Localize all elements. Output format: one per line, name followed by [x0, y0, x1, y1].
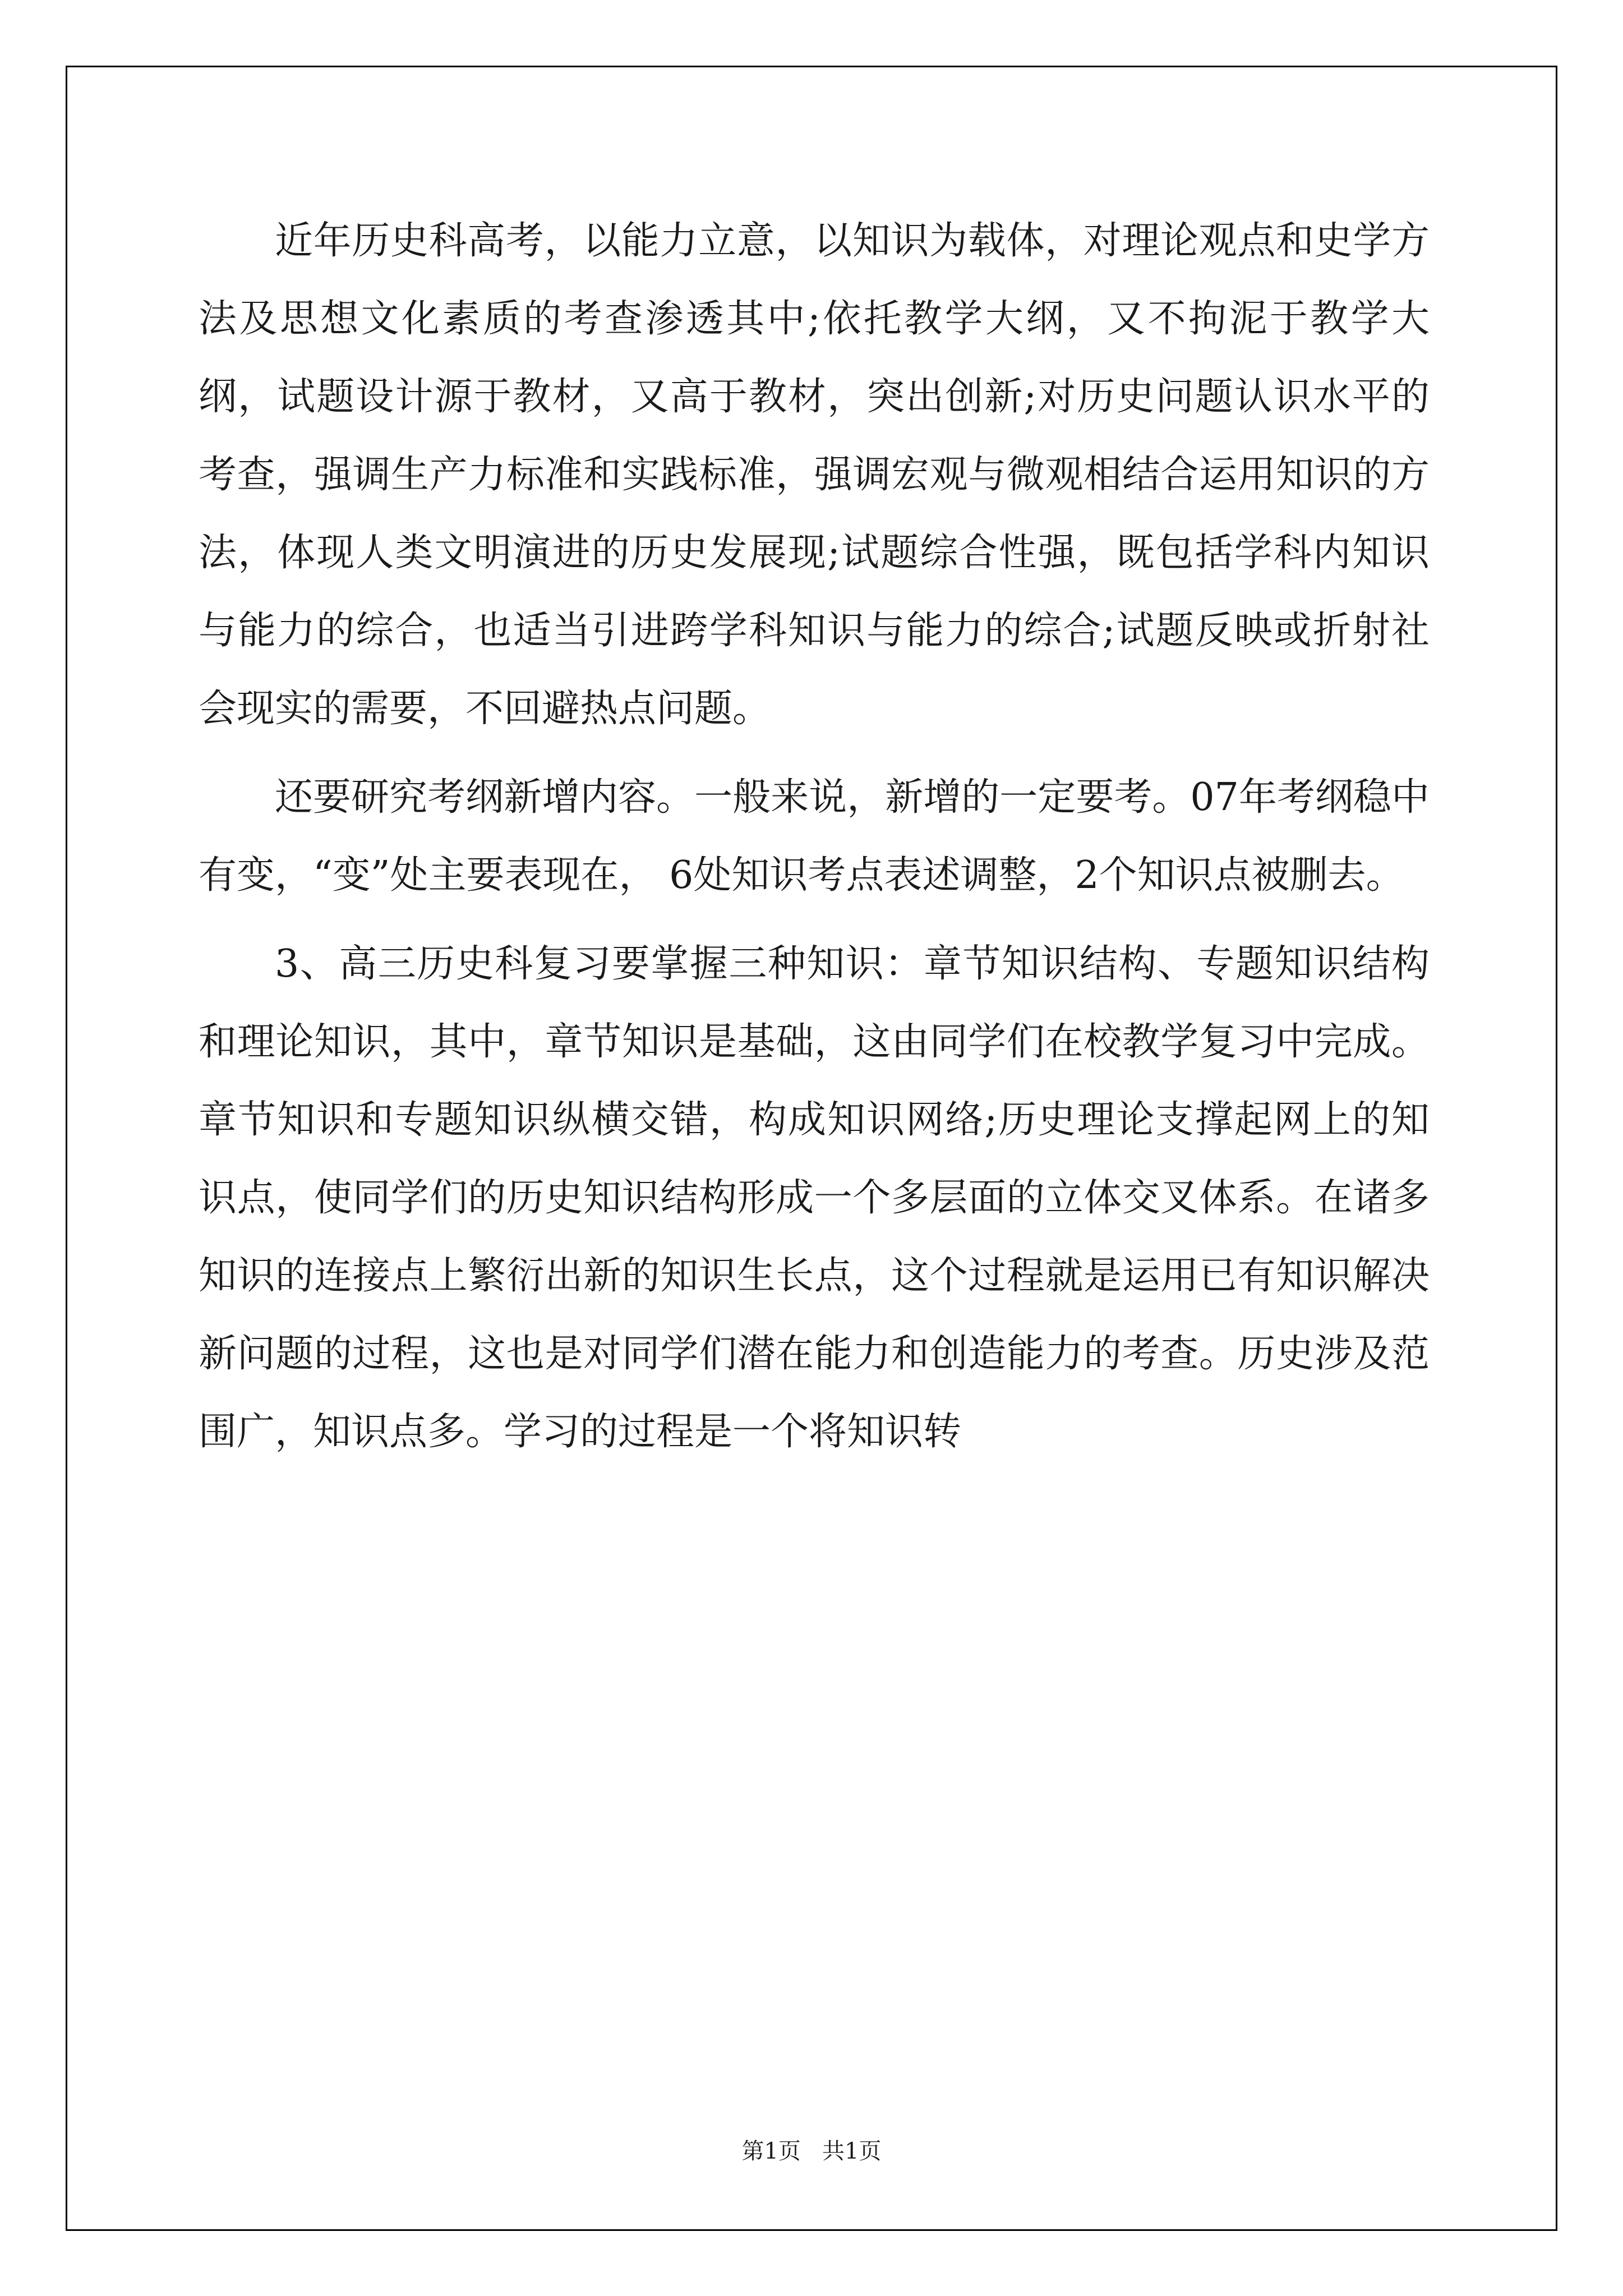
- paragraph-knowledge-types: 3、高三历史科复习要掌握三种知识：章节知识结构、专题知识结构和理论知识，其中，章节知识是基础，这由同学们在校教学复习中完成。章节知识和专题知识纵横交错，构成知识网络;历史理论支撑起网上的知识点，使同学们的历史知识结构形成一个多层面的立体交叉体系。在诸多知识的连接点上繁衍出新的知识生长点，这个过程就是运用已有知识解决新问题的过程，这也是对同学们潜在能力和创造能力的考查。历史涉及范围广，知识点多。学习的过程是一个将知识转: [199, 942, 1430, 1454]
- page-number-footer: 第1页 共1页: [741, 2138, 882, 2164]
- paragraph-syllabus-changes: 还要研究考纲新增内容。一般来说，新增的一定要考。07年考纲稳中有变，“变”处主要表现在， 6处知识考点表述调整，2个知识点被删去。: [199, 775, 1430, 898]
- paragraph-exam-analysis: 近年历史科高考，以能力立意，以知识为载体，对理论观点和史学方法及思想文化素质的考查渗透其中;依托教学大纲，又不拘泥于教学大纲，试题设计源于教材，又高于教材，突出创新;对历史问题认识水平的考查，强调生产力标准和实践标准，强调宏观与微观相结合运用知识的方法，体现人类文明演进的历史发展现;试题综合性强，既包括学科内知识与能力的综合，也适当引进跨学科知识与能力的综合;试题反映或折射社会现实的需要，不回避热点问题。: [199, 219, 1430, 731]
- document-body: [199, 202, 1430, 1481]
